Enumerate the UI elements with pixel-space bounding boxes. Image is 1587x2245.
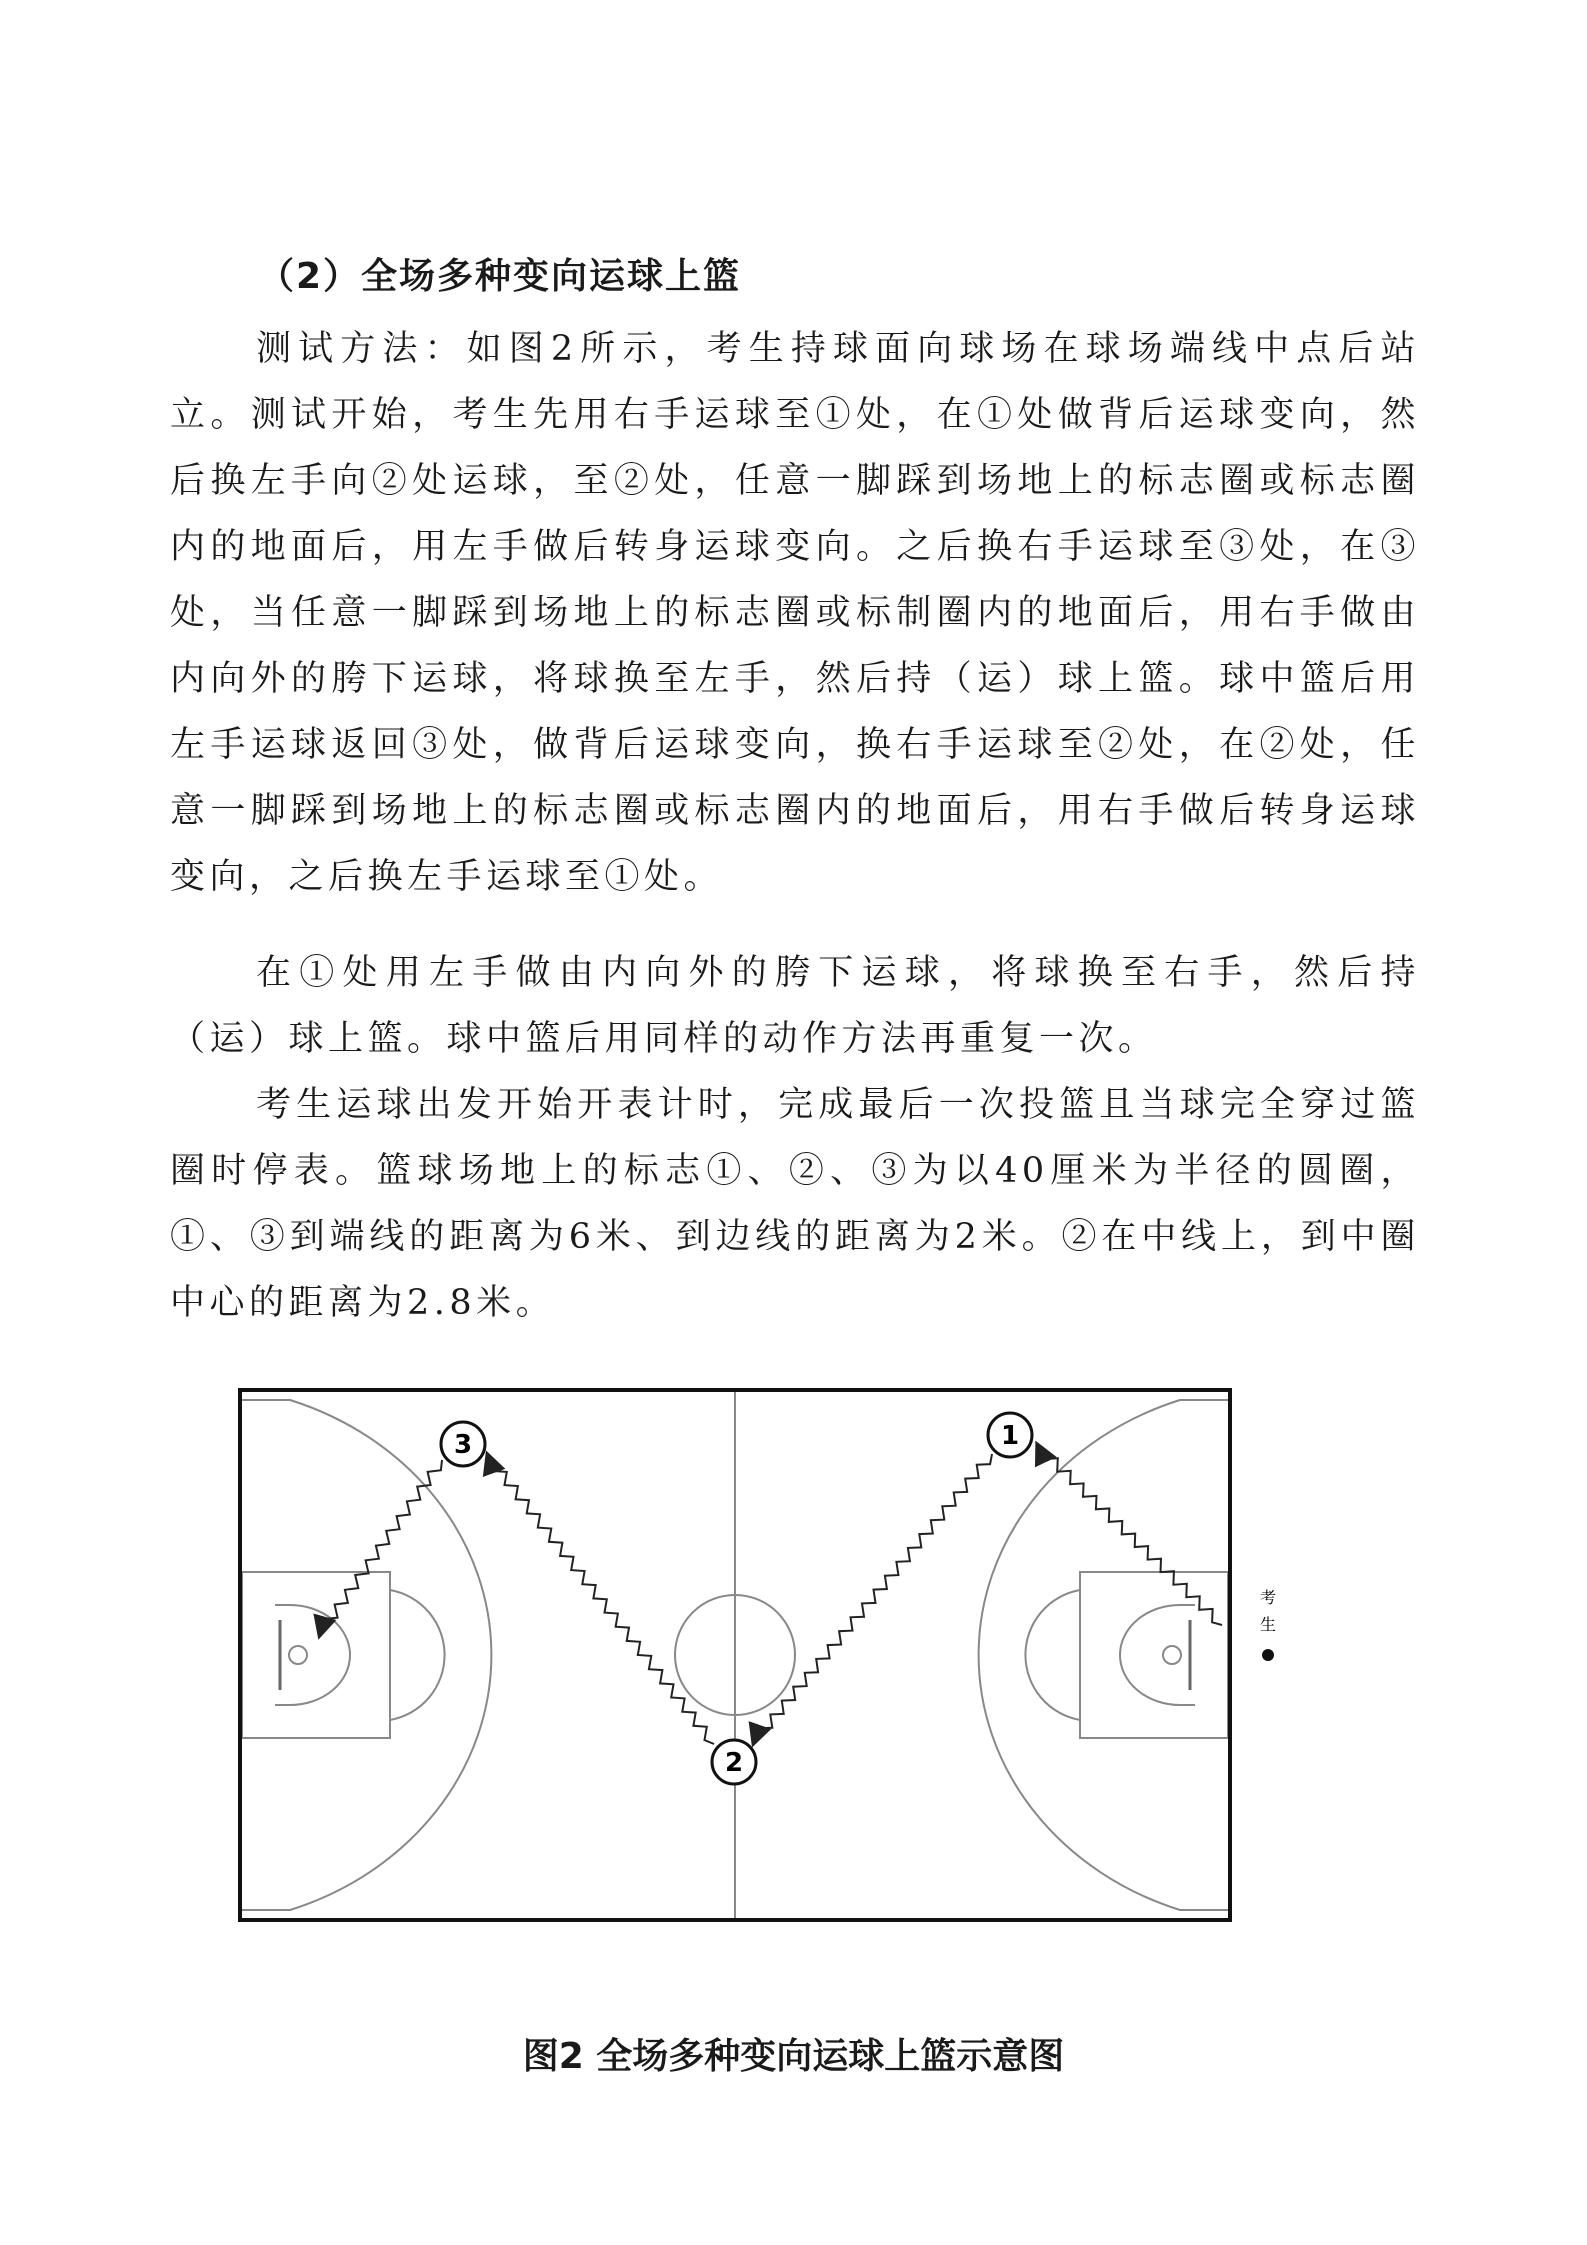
dribble-path-1-to-2 <box>754 1454 992 1742</box>
right-rim <box>1163 1646 1181 1664</box>
paragraph-test-method: 测试方法：如图2所示，考生持球面向球场在球场端线中点后站立。测试开始，考生先用右手运球至①处，在①处做背后运球变向，然后换左手向②处运球，至②处，任意一脚踩到场地上的标志圈或标志圈内的地面后，用左手做后转身运球变向。之后换右手运球至③处，在③处，当任意一脚踩到场地上的标志圈或标制圈内的地面后，用右手做由内向外的胯下运球，将球换至左手，然后持（运）球上篮。球中篮后用左手运球返回③处，做背后运球变向，换右手运球至②处，在②处，任意一脚踩到场地上的标志圈或标志圈内的地面后，用右手做后转身运球变向，之后换左手运球至①处。 <box>170 329 1420 897</box>
right-restricted-area <box>1120 1605 1195 1705</box>
marker-1 <box>988 1413 1032 1457</box>
left-key <box>242 1572 390 1738</box>
examinee-label-2: 生 <box>1259 1615 1277 1634</box>
left-rim <box>289 1646 307 1664</box>
court-diagram <box>230 1380 1280 1930</box>
right-key <box>1080 1572 1228 1738</box>
examinee-label-1: 考 <box>1259 1588 1277 1607</box>
svg-text:2: 2 <box>724 1748 744 1778</box>
right-free-throw-arc <box>1025 1590 1080 1720</box>
section-heading: （2）全场多种变向运球上篮 <box>258 256 742 297</box>
figure-caption: 图2 全场多种变向运球上篮示意图 <box>522 2036 1065 2077</box>
dribble-path-start-to-1 <box>1038 1446 1222 1625</box>
dribble-path-2-to-3 <box>488 1456 714 1744</box>
marker-2 <box>712 1740 756 1784</box>
marker-3 <box>441 1422 485 1466</box>
examinee-dot <box>1262 1649 1274 1661</box>
paragraph-timing: 考生运球出发开始开表计时，完成最后一次投篮且当球完全穿过篮圈时停表。篮球场地上的标志①、②、③为以40厘米为半径的圆圈，①、③到端线的距离为6米、到边线的距离为2米。②在中线上，到中圈中心的距离为2.8米。 <box>170 1085 1420 1323</box>
paragraph-repeat: 在①处用左手做由内向外的胯下运球，将球换至右手，然后持（运）球上篮。球中篮后用同样的动作方法再重复一次。 <box>170 953 1420 1059</box>
left-restricted-area <box>275 1605 350 1705</box>
left-free-throw-arc <box>390 1590 445 1720</box>
svg-text:1: 1 <box>1000 1421 1020 1451</box>
svg-text:3: 3 <box>453 1430 473 1460</box>
